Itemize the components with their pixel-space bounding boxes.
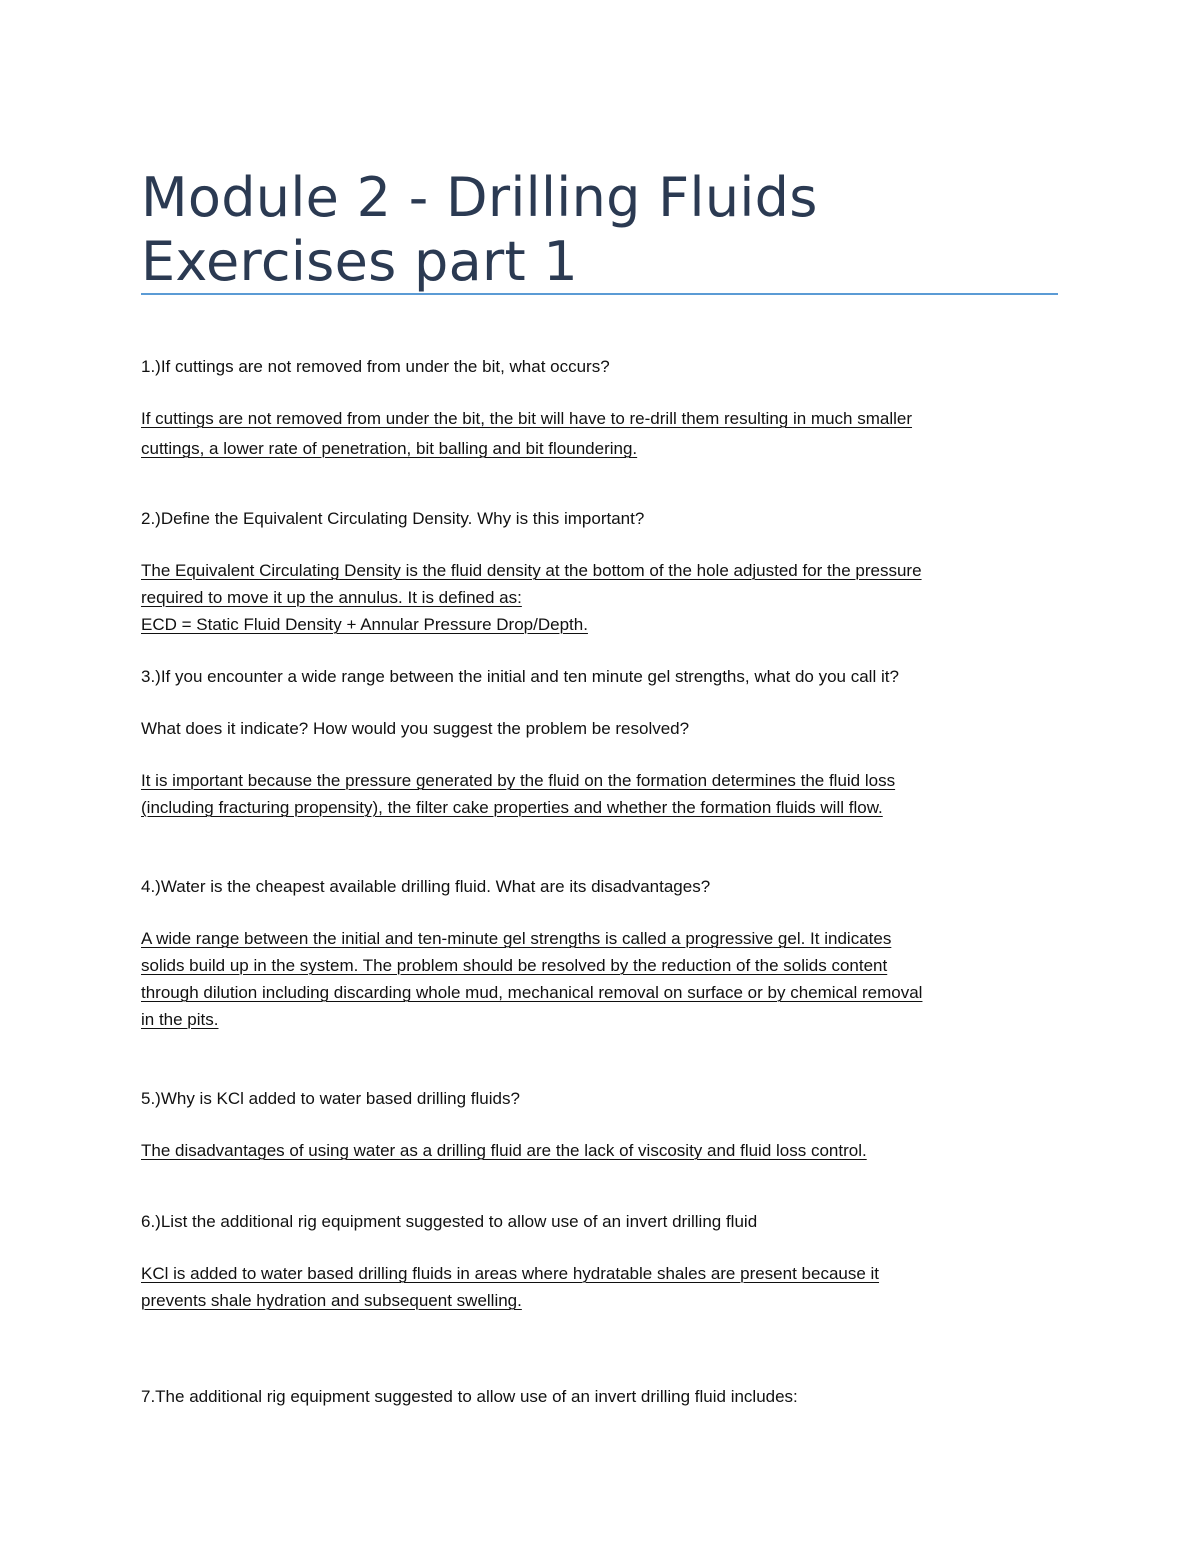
answer-2-line-1: The Equivalent Circulating Density is the fluid density at the bottom of the hole adjusted for the pressure (141, 561, 922, 580)
question-1: 1.)If cuttings are not removed from under the bit, what occurs? (141, 357, 610, 376)
answer-4-line-3: through dilution including discarding whole mud, mechanical removal on surface or by chemical removal (141, 983, 923, 1002)
answer-4 (141, 925, 1066, 1033)
answer-6-line-1: KCl is added to water based drilling fluids in areas where hydratable shales are present because it (141, 1264, 880, 1283)
answer-5 (141, 1137, 1066, 1164)
answer-4-line-4: in the pits. (141, 1010, 219, 1029)
question-3-continued: What does it indicate? How would you suggest the problem be resolved? (141, 719, 690, 738)
page-title: Module 2 - Drilling Fluids Exercises part 1 (141, 166, 818, 293)
answer-2 (141, 557, 1066, 638)
answer-2-line-2: required to move it up the annulus. It is defined as: (141, 588, 522, 607)
answer-4-line-2: solids build up in the system. The problem should be resolved by the reduction of the solids content (141, 956, 888, 975)
answer-1 (141, 405, 1066, 462)
question-4: 4.)Water is the cheapest available drilling fluid. What are its disadvantages? (141, 877, 711, 896)
question-7: 7.The additional rig equipment suggested to allow use of an invert drilling fluid includes: (141, 1387, 798, 1406)
question-6: 6.)List the additional rig equipment suggested to allow use of an invert drilling fluid (141, 1212, 758, 1231)
answer-6-line-2: prevents shale hydration and subsequent swelling. (141, 1291, 522, 1310)
answer-3-line-2: (including fracturing propensity), the filter cake properties and whether the formation fluids will flow. (141, 798, 883, 817)
answer-3-line-1: It is important because the pressure generated by the fluid on the formation determines the fluid loss (141, 771, 896, 790)
question-2: 2.)Define the Equivalent Circulating Density. Why is this important? (141, 509, 645, 528)
answer-4-line-1: A wide range between the initial and ten-minute gel strengths is called a progressive gel. It indicates (141, 929, 892, 948)
answer-6 (141, 1260, 1066, 1314)
question-3: 3.)If you encounter a wide range between the initial and ten minute gel strengths, what do you call it? (141, 667, 899, 686)
answer-3 (141, 767, 1066, 821)
answer-1-line-2: cuttings, a lower rate of penetration, bit balling and bit floundering. (141, 439, 638, 458)
answer-1-line-1: If cuttings are not removed from under the bit, the bit will have to re-drill them resulting in much smaller (141, 409, 913, 428)
answer-2-line-3: ECD = Static Fluid Density + Annular Pressure Drop/Depth. (141, 615, 588, 634)
question-5: 5.)Why is KCl added to water based drilling fluids? (141, 1089, 520, 1108)
answer-5-line-1: The disadvantages of using water as a drilling fluid are the lack of viscosity and fluid loss control. (141, 1141, 867, 1160)
title-underline-rule (141, 293, 1058, 295)
